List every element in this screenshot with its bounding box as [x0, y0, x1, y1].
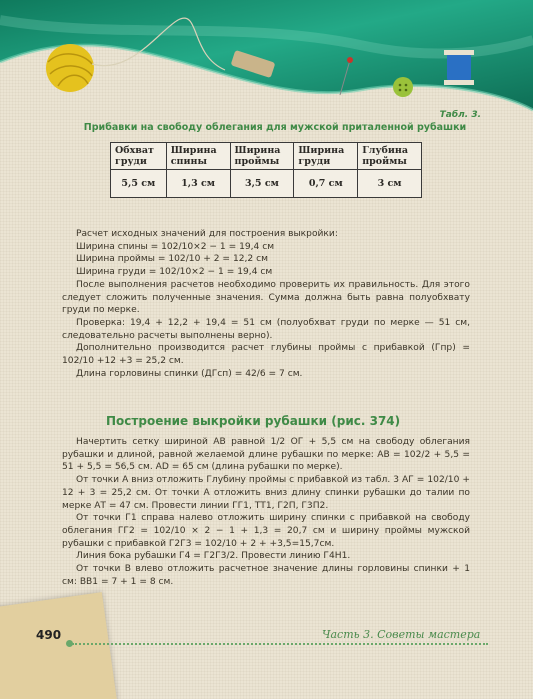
table-cell: 0,7 см: [294, 170, 358, 198]
calc-paragraph: Длина горловины спинки (ДГсп) = 42/6 = 7 см.: [76, 368, 303, 379]
vintage-paper-decoration: [0, 592, 117, 699]
table-header-cell: Глубина проймы: [358, 143, 422, 170]
construction-block: [62, 436, 470, 588]
calc-line: Ширина проймы = 102/10 + 2 = 12,2 см: [76, 254, 268, 265]
page-number: 490: [36, 628, 62, 642]
table-row: [111, 170, 422, 198]
table-cell: 3,5 см: [230, 170, 294, 198]
calc-paragraph: После выполнения расчетов необходимо проверить их правильность. Для этого следует сложить полученные значения. Сумма должна быть равна полуобхвату груди по мерке.: [62, 279, 470, 316]
table-cell: 1,3 см: [166, 170, 230, 198]
body-paragraph: Начертить сетку шириной АВ равной 1/2 ОГ + 5,5 см на свободу облегания рубашки и длиной, равной желаемой длине рубашки по мерке: АВ = 102/2 + 5,5 = 51 + 5,5 = 56,5 см. AD = 65 см (длина рубашки по мерке).: [62, 437, 470, 473]
body-paragraph: От точки Г1 справа налево отложить ширину спинки с прибавкой на свободу облегания ГГ2 = 102/10 × 2 − 1 + 1,3 = 20,7 см и ширину проймы мужской рубашки с прибавкой Г2Г3 = 102/10 + 2 + +3,5=15,7см.: [62, 513, 470, 549]
table-caption: Табл. 3.: [439, 110, 481, 120]
table-header-cell: Ширина спины: [166, 143, 230, 170]
body-paragraph: От точки А вниз отложить Глубину проймы с прибавкой из табл. 3 АГ = 102/10 + 12 + 3 = 25,2 см. От точки А отложить вниз длину спинки рубашки до талии по мерке АТ = 47 см. Провести линии ГГ1, ТТ1, Г2П, Г3П2.: [62, 475, 470, 511]
table-cell: 5,5 см: [111, 170, 167, 198]
button-icon: [393, 77, 413, 97]
allowance-table: [110, 142, 422, 198]
calc-intro: Расчет исходных значений для построения выкройки:: [76, 229, 338, 239]
section-heading: Построение выкройки рубашки (рис. 374): [106, 414, 401, 428]
calc-paragraph: Проверка: 19,4 + 12,2 + 19,4 = 51 см (полуобхват груди по мерке — 51 см, следовательно расчеты выполнены верно).: [62, 317, 470, 341]
body-paragraph: От точки В влево отложить расчетное значение длины горловины спинки + 1 см: ВВ1 = 7 + 1 = 8 см.: [62, 564, 470, 587]
footer-divider: [72, 643, 488, 645]
blue-thread-spool-icon: [444, 50, 474, 85]
table-title: Прибавки на свободу облегания для мужской приталенной рубашки: [83, 122, 467, 133]
table-header-cell: Ширина проймы: [230, 143, 294, 170]
calc-paragraph: Дополнительно производится расчет глубины проймы с прибавкой (Гпр) = 102/10 +12 +3 = 25,2 см.: [62, 343, 470, 367]
table-cell: 3 см: [358, 170, 422, 198]
table-header-cell: Обхват груди: [111, 143, 167, 170]
yarn-ball-icon: [46, 44, 94, 92]
table-header-row: [111, 143, 422, 170]
body-paragraph: Линия бока рубашки Г4 = Г2Г3/2. Провести линию Г4Н1.: [76, 551, 351, 562]
calculation-block: [62, 228, 470, 380]
chapter-footer: Часть 3. Советы мастера: [322, 628, 481, 641]
calc-line: Ширина груди = 102/10×2 − 1 = 19,4 см: [76, 267, 273, 278]
table-header-cell: Ширина груди: [294, 143, 358, 170]
calc-line: Ширина спины = 102/10×2 − 1 = 19,4 см: [76, 241, 275, 252]
